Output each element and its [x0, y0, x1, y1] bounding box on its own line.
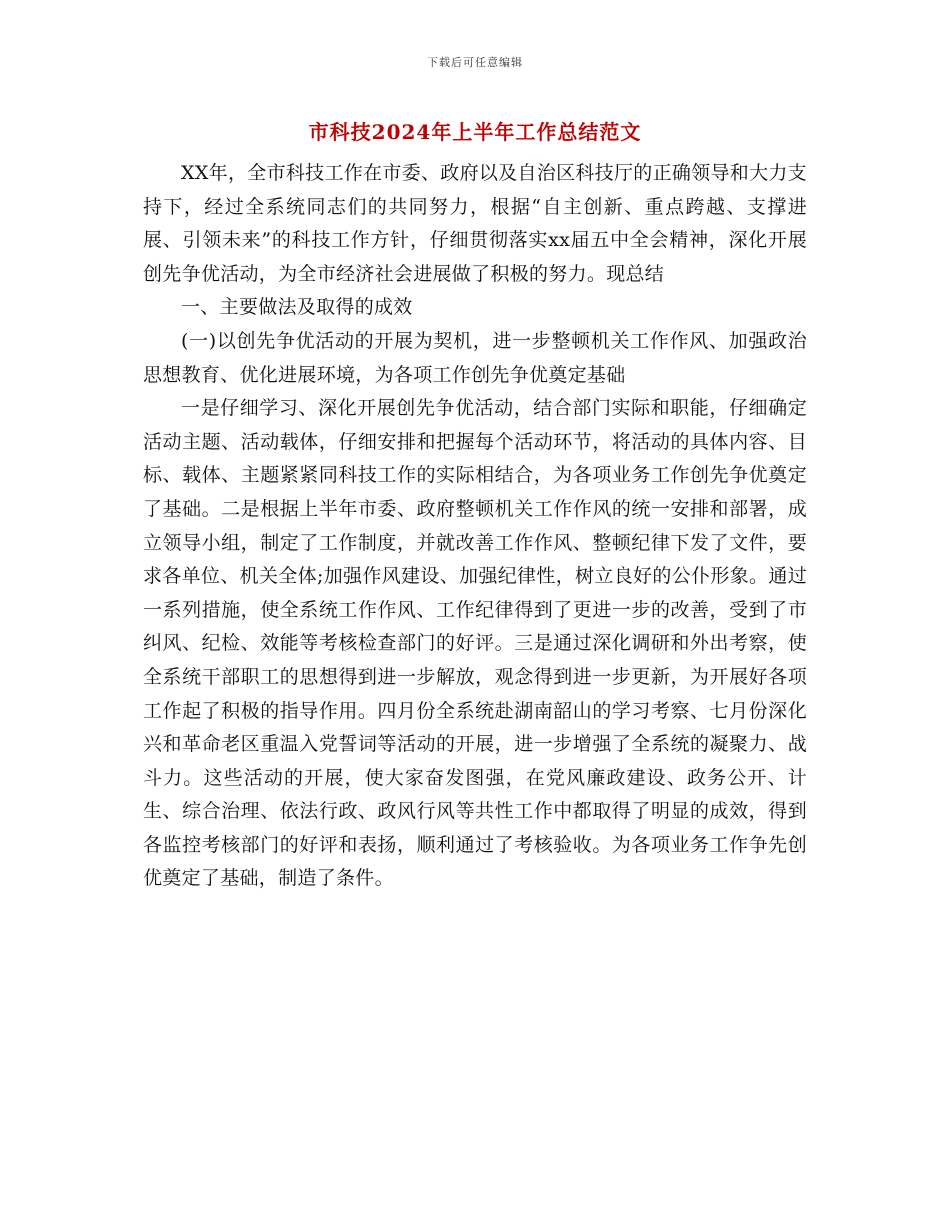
paragraph-details: 一是仔细学习、深化开展创先争优活动，结合部门实际和职能，仔细确定活动主题、活动载体，仔细安排和把握每个活动环节，将活动的具体内容、目标、载体、主题紧紧同科技工作的实际相结合，为各项业务工作创先争优奠定了基础。二是根据上半年市委、政府整顿机关工作作风的统一安排和部署，成立领导小组，制定了工作制度，并就改善工作作风、整顿纪律下发了文件，要求各单位、机关全体;加强作风建设、加强纪律性，树立良好的公仆形象。通过一系列措施，使全系统工作作风、工作纪律得到了更进一步的改善，受到了市纠风、纪检、效能等考核检查部门的好评。三是通过深化调研和外出考察，使全系统干部职工的思想得到进一步解放，观念得到进一步更新，为开展好各项工作起了积极的指导作用。四月份全系统赴湖南韶山的学习考察、七月份深化兴和革命老区重温入党誓词等活动的开展，进一步增强了全系统的凝聚力、战斗力。这些活动的开展，使大家奋发图强，在党风廉政建设、政务公开、计生、综合治理、依法行政、政风行风等共性工作中都取得了明显的成效，得到各监控考核部门的好评和表扬，顺利通过了考核验收。为各项业务工作争先创优奠定了基础，制造了条件。	[143, 397, 807, 890]
document-body	[143, 157, 807, 896]
subsection-heading: (一)以创先争优活动的开展为契机，进一步整顿机关工作作风、加强政治思想教育、优化进展环境，为各项工作创先争优奠定基础	[143, 329, 807, 386]
document-title: 市科技2024年上半年工作总结范文	[308, 120, 642, 144]
section-heading: 一、主要做法及取得的成效	[181, 296, 413, 319]
paragraph-intro: XX年，全市科技工作在市委、政府以及自治区科技厅的正确领导和大力支持下，经过全系统同志们的共同努力，根据“自主创新、重点跨越、支撑进展、引领未来”的科技工作方针，仔细贯彻落实xx届五中全会精神，深化开展创先争优活动，为全市经济社会进展做了积极的努力。现总结	[143, 162, 807, 285]
page-header-note: 下载后可任意编辑	[427, 56, 523, 69]
